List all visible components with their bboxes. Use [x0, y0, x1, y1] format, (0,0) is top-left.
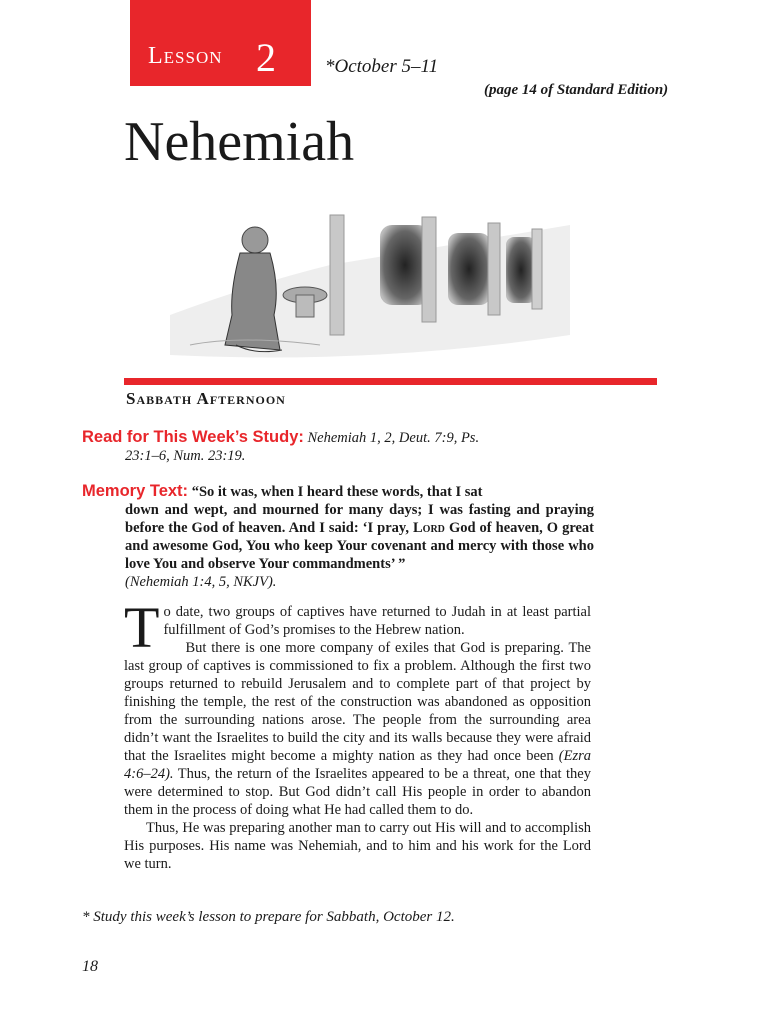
memory-verse-body	[82, 501, 594, 573]
paragraph-2-text-b: Thus, the return of the Israelites appeared to be a threat, one that they were determined to stop. But God didn’t call His people in order to abandon them in the process of doing what He had called them to do.	[124, 766, 591, 818]
read-references: Nehemiah 1, 2, Deut. 7:9, Ps.	[307, 430, 480, 446]
paragraph-3: Thus, He was preparing another man to carry out His will and to accomplish His purposes. His name was Nehemiah, and to him and his work for the Lord we turn.	[124, 820, 591, 872]
lesson-date: *October 5–11	[325, 56, 439, 77]
memory-verse-part-b: God of heaven, O great and awesome God, You who keep Your covenant and mercy with those who love You and observe Your commandments’ ”	[125, 520, 595, 572]
memory-text	[82, 482, 594, 591]
lesson-number: 2	[256, 35, 276, 80]
memory-verse-start: “So it was, when I heard these words, that I sat	[191, 484, 483, 500]
memory-verse-reference: (Nehemiah 1:4, 5, NKJV).	[125, 574, 277, 590]
paragraph-2-text-a: But there is one more company of exiles that God is preparing. The last group of captives is commissioned to fix a problem. Although the first two groups returned to rebuild Jerusalem and to complete part of that project by finishing the temple, the rest of the construction was abandoned as opposition from the surrounding nations arose. The people from the surrounding area didn’t want the Israelites to build the city and its walls because they were afraid that the Israelites might become a mighty nation as they had once been	[124, 640, 591, 764]
memory-label: Memory Text:	[82, 482, 189, 500]
section-divider	[124, 378, 657, 385]
kneeling-man-praying-illustration	[170, 195, 570, 365]
page-title: Nehemiah	[124, 111, 355, 173]
lesson-label: Lesson	[148, 43, 223, 69]
memory-verse-part-a: down and wept, and mourned for many days; I was fasting and praying before the God of heaven. And I said: ‘I pray,	[125, 502, 594, 536]
lord-smallcaps: Lord	[413, 520, 445, 536]
edition-note: (page 14 of Standard Edition)	[484, 82, 669, 98]
paragraph-2-reference: (Ezra 4:6–24).	[124, 748, 592, 782]
lesson-body	[124, 595, 592, 873]
read-for-study	[82, 428, 594, 465]
section-heading: Sabbath Afternoon	[126, 389, 286, 408]
page-number: 18	[82, 958, 98, 975]
paragraph-2	[124, 639, 591, 819]
read-label: Read for This Week’s Study:	[82, 428, 304, 446]
lesson-banner	[130, 0, 311, 86]
footnote: * Study this week’s lesson to prepare for Sabbath, October 12.	[82, 909, 455, 925]
paragraph-1	[124, 595, 591, 660]
drop-cap: T	[124, 595, 160, 660]
paragraph-1-text: o date, two groups of captives have returned to Judah in at least partial fulfillment of God’s promises to the Hebrew nation.	[163, 604, 591, 638]
read-references-cont: 23:1–6, Num. 23:19.	[125, 448, 246, 464]
